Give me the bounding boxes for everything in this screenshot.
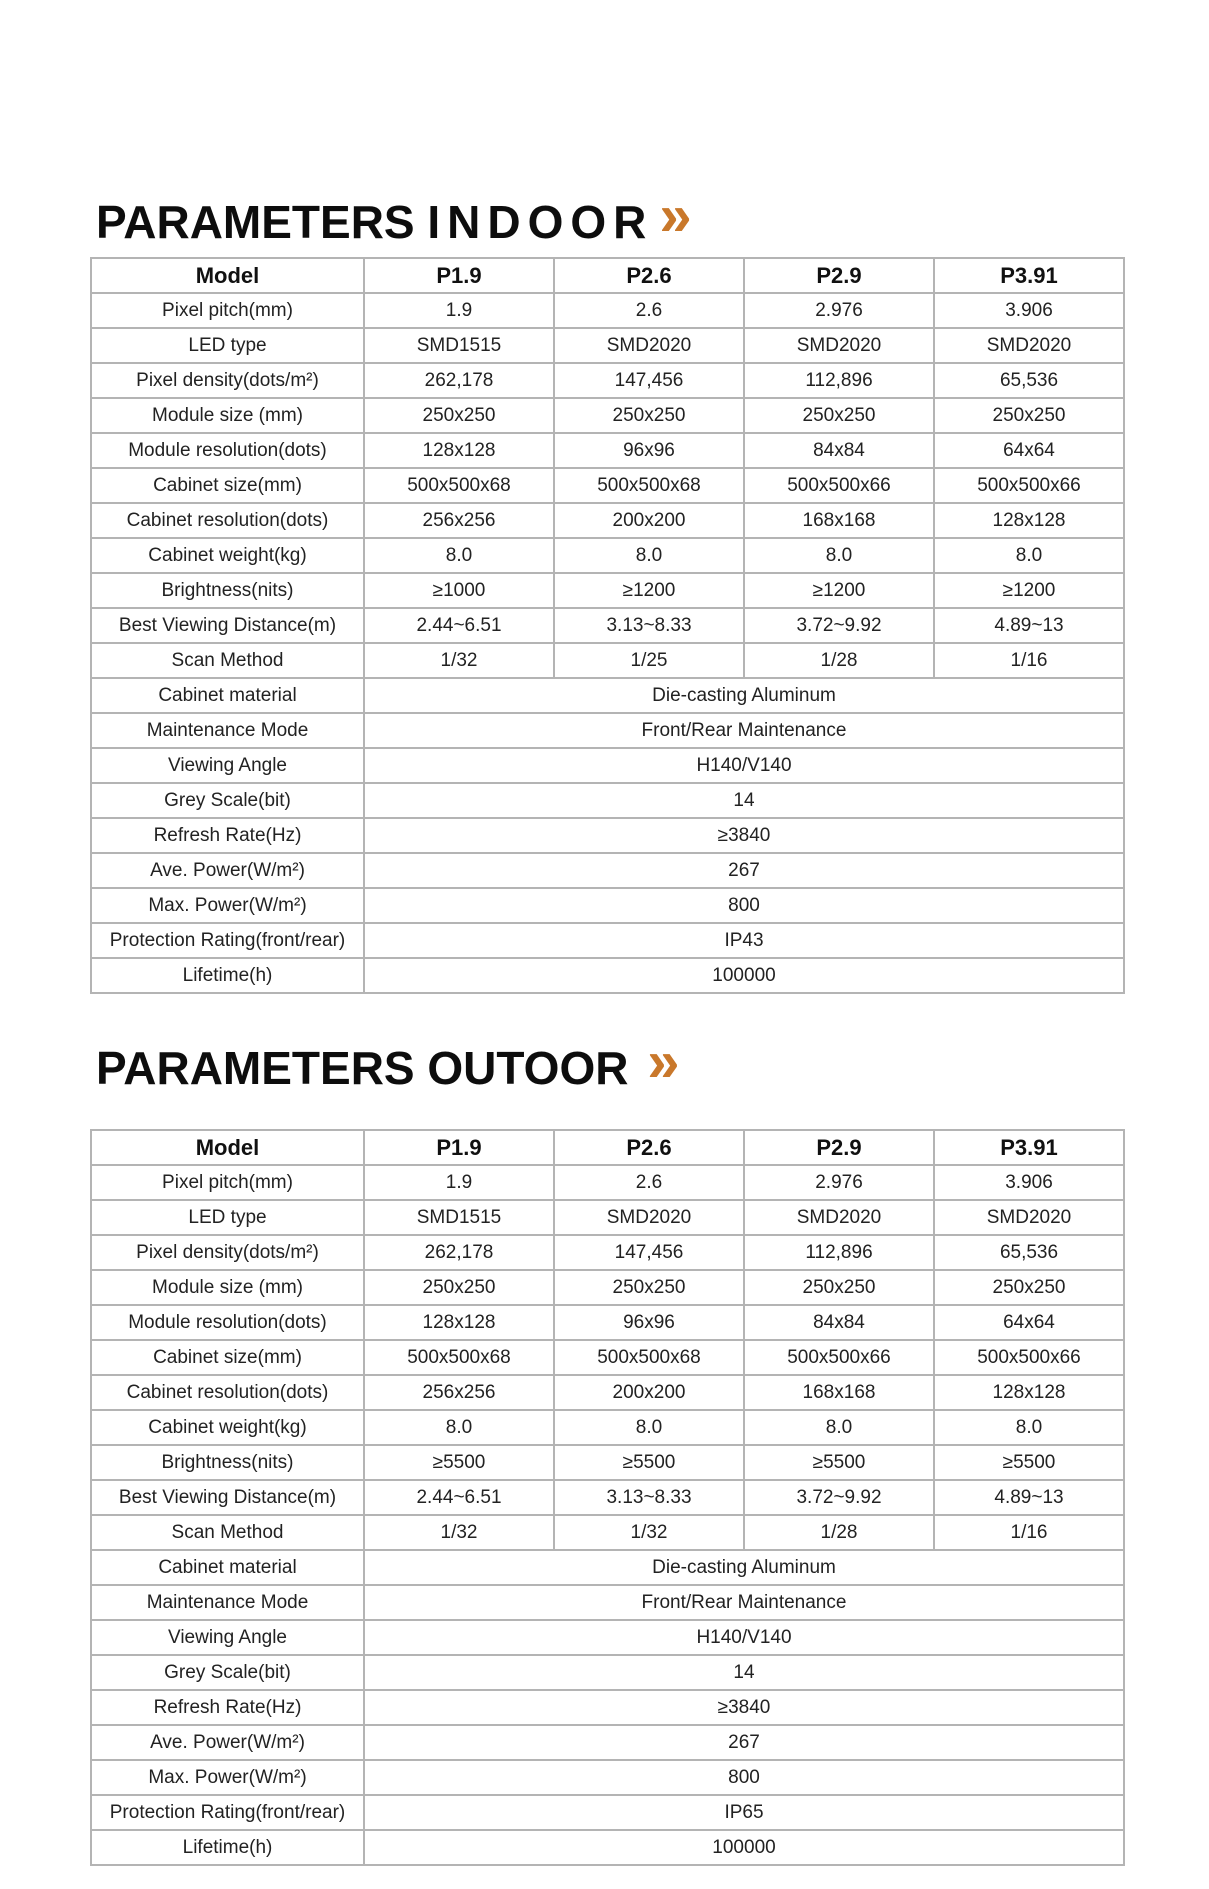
value-cell: SMD2020 [554,328,744,363]
value-cell: ≥1000 [364,573,554,608]
value-cell: 1.9 [364,1165,554,1200]
value-cell: 3.72~9.92 [744,608,934,643]
value-cell: 1/16 [934,1515,1124,1550]
table-row [91,328,1124,363]
value-cell: 262,178 [364,1235,554,1270]
shared-value-cell: 267 [364,853,1124,888]
value-cell: 96x96 [554,1305,744,1340]
value-cell: ≥5500 [744,1445,934,1480]
value-cell: SMD2020 [934,328,1124,363]
table-row [91,1690,1124,1725]
outdoor-parameters-table [90,1129,1125,1866]
table-row [91,1480,1124,1515]
value-cell: ≥5500 [934,1445,1124,1480]
indoor-title-word-2: INDOOR [427,196,654,248]
value-cell: 8.0 [934,538,1124,573]
value-cell: 8.0 [554,538,744,573]
indoor-section-title [96,183,686,248]
outdoor-title-word-1: PARAMETERS [96,1042,415,1094]
row-label: Grey Scale(bit) [91,783,364,818]
table-row [91,1340,1124,1375]
value-cell: 4.89~13 [934,608,1124,643]
value-cell: 64x64 [934,1305,1124,1340]
table-row [91,1585,1124,1620]
table-row [91,888,1124,923]
row-label: Protection Rating(front/rear) [91,1795,364,1830]
value-cell: SMD1515 [364,328,554,363]
outdoor-section-title [96,1029,674,1094]
table-row [91,1725,1124,1760]
header-cell-p2-9: P2.9 [744,258,934,293]
value-cell: 8.0 [364,1410,554,1445]
shared-value-cell: Die-casting Aluminum [364,1550,1124,1585]
value-cell: 250x250 [364,1270,554,1305]
value-cell: SMD2020 [554,1200,744,1235]
row-label: Viewing Angle [91,1620,364,1655]
value-cell: 64x64 [934,433,1124,468]
row-label: Pixel density(dots/m²) [91,363,364,398]
shared-value-cell: H140/V140 [364,748,1124,783]
double-chevron-icon: » [659,183,686,248]
row-label: Lifetime(h) [91,1830,364,1865]
value-cell: 4.89~13 [934,1480,1124,1515]
table-row [91,678,1124,713]
table-row [91,363,1124,398]
row-label: Cabinet weight(kg) [91,1410,364,1445]
value-cell: ≥5500 [364,1445,554,1480]
table-row [91,433,1124,468]
row-label: LED type [91,1200,364,1235]
table-row [91,573,1124,608]
table-header-row [91,1130,1124,1165]
table-row [91,1410,1124,1445]
table-row [91,783,1124,818]
row-label: Viewing Angle [91,748,364,783]
value-cell: 250x250 [364,398,554,433]
header-cell-model: Model [91,258,364,293]
row-label: Maintenance Mode [91,1585,364,1620]
value-cell: 147,456 [554,363,744,398]
shared-value-cell: 800 [364,888,1124,923]
row-label: Best Viewing Distance(m) [91,1480,364,1515]
row-label: Best Viewing Distance(m) [91,608,364,643]
value-cell: 2.44~6.51 [364,1480,554,1515]
value-cell: 168x168 [744,503,934,538]
table-row [91,748,1124,783]
table-row [91,713,1124,748]
value-cell: 1/32 [364,643,554,678]
value-cell: 2.44~6.51 [364,608,554,643]
value-cell: 112,896 [744,363,934,398]
value-cell: 262,178 [364,363,554,398]
row-label: Lifetime(h) [91,958,364,993]
shared-value-cell: 267 [364,1725,1124,1760]
value-cell: 500x500x66 [934,468,1124,503]
value-cell: 168x168 [744,1375,934,1410]
value-cell: ≥5500 [554,1445,744,1480]
double-chevron-icon: » [647,1029,674,1094]
row-label: Ave. Power(W/m²) [91,853,364,888]
value-cell: 500x500x68 [364,468,554,503]
table-row [91,1550,1124,1585]
shared-value-cell: 14 [364,1655,1124,1690]
table-row [91,1375,1124,1410]
value-cell: 200x200 [554,1375,744,1410]
value-cell: 84x84 [744,1305,934,1340]
row-label: LED type [91,328,364,363]
table-row [91,398,1124,433]
value-cell: 3.72~9.92 [744,1480,934,1515]
value-cell: 128x128 [934,503,1124,538]
table-row [91,608,1124,643]
table-row [91,1830,1124,1865]
value-cell: 200x200 [554,503,744,538]
table-row [91,1655,1124,1690]
table-row [91,818,1124,853]
value-cell: 8.0 [744,1410,934,1445]
table-row [91,1305,1124,1340]
value-cell: 1/16 [934,643,1124,678]
value-cell: 250x250 [554,398,744,433]
value-cell: 250x250 [554,1270,744,1305]
value-cell: 1.9 [364,293,554,328]
shared-value-cell: IP43 [364,923,1124,958]
row-label: Cabinet size(mm) [91,1340,364,1375]
value-cell: 3.13~8.33 [554,608,744,643]
value-cell: 65,536 [934,363,1124,398]
value-cell: 1/28 [744,1515,934,1550]
table-row [91,1795,1124,1830]
value-cell: 128x128 [934,1375,1124,1410]
value-cell: 8.0 [934,1410,1124,1445]
table-row [91,538,1124,573]
row-label: Module size (mm) [91,1270,364,1305]
row-label: Ave. Power(W/m²) [91,1725,364,1760]
table-row [91,1760,1124,1795]
shared-value-cell: 14 [364,783,1124,818]
table-row [91,503,1124,538]
header-cell-p2-6: P2.6 [554,1130,744,1165]
row-label: Pixel density(dots/m²) [91,1235,364,1270]
row-label: Module size (mm) [91,398,364,433]
row-label: Max. Power(W/m²) [91,1760,364,1795]
row-label: Pixel pitch(mm) [91,293,364,328]
shared-value-cell: Front/Rear Maintenance [364,713,1124,748]
table-row [91,293,1124,328]
shared-value-cell: 800 [364,1760,1124,1795]
header-cell-p2-6: P2.6 [554,258,744,293]
row-label: Cabinet resolution(dots) [91,503,364,538]
value-cell: ≥1200 [934,573,1124,608]
table-row [91,1165,1124,1200]
row-label: Maintenance Mode [91,713,364,748]
value-cell: 8.0 [744,538,934,573]
value-cell: 3.13~8.33 [554,1480,744,1515]
row-label: Cabinet material [91,678,364,713]
value-cell: 1/32 [364,1515,554,1550]
value-cell: 128x128 [364,433,554,468]
value-cell: SMD1515 [364,1200,554,1235]
table-row [91,958,1124,993]
value-cell: 1/32 [554,1515,744,1550]
shared-value-cell: Front/Rear Maintenance [364,1585,1124,1620]
row-label: Scan Method [91,1515,364,1550]
value-cell: 2.976 [744,1165,934,1200]
value-cell: 2.6 [554,1165,744,1200]
header-cell-p1-9: P1.9 [364,1130,554,1165]
header-cell-p3-91: P3.91 [934,1130,1124,1165]
shared-value-cell: IP65 [364,1795,1124,1830]
row-label: Scan Method [91,643,364,678]
value-cell: 112,896 [744,1235,934,1270]
header-cell-p2-9: P2.9 [744,1130,934,1165]
indoor-title-word-1: PARAMETERS [96,196,415,248]
header-cell-p1-9: P1.9 [364,258,554,293]
row-label: Cabinet weight(kg) [91,538,364,573]
value-cell: 84x84 [744,433,934,468]
shared-value-cell: 100000 [364,1830,1124,1865]
value-cell: 128x128 [364,1305,554,1340]
value-cell: SMD2020 [744,1200,934,1235]
shared-value-cell: 100000 [364,958,1124,993]
table-header-row [91,258,1124,293]
indoor-parameters-table [90,257,1125,994]
row-label: Brightness(nits) [91,1445,364,1480]
row-label: Module resolution(dots) [91,1305,364,1340]
value-cell: 65,536 [934,1235,1124,1270]
value-cell: 147,456 [554,1235,744,1270]
table-row [91,1445,1124,1480]
table-row [91,1235,1124,1270]
header-cell-model: Model [91,1130,364,1165]
value-cell: 250x250 [744,1270,934,1305]
value-cell: 2.6 [554,293,744,328]
header-cell-p3-91: P3.91 [934,258,1124,293]
value-cell: 1/25 [554,643,744,678]
table-row [91,853,1124,888]
table-row [91,643,1124,678]
value-cell: 500x500x68 [554,468,744,503]
row-label: Refresh Rate(Hz) [91,1690,364,1725]
value-cell: 250x250 [934,1270,1124,1305]
row-label: Max. Power(W/m²) [91,888,364,923]
table-row [91,1270,1124,1305]
value-cell: SMD2020 [934,1200,1124,1235]
value-cell: 250x250 [934,398,1124,433]
row-label: Cabinet material [91,1550,364,1585]
table-row [91,468,1124,503]
row-label: Pixel pitch(mm) [91,1165,364,1200]
row-label: Module resolution(dots) [91,433,364,468]
row-label: Grey Scale(bit) [91,1655,364,1690]
row-label: Cabinet size(mm) [91,468,364,503]
value-cell: 1/28 [744,643,934,678]
value-cell: 500x500x66 [744,1340,934,1375]
row-label: Brightness(nits) [91,573,364,608]
value-cell: 96x96 [554,433,744,468]
row-label: Protection Rating(front/rear) [91,923,364,958]
value-cell: 8.0 [364,538,554,573]
table-row [91,1200,1124,1235]
shared-value-cell: ≥3840 [364,1690,1124,1725]
row-label: Cabinet resolution(dots) [91,1375,364,1410]
value-cell: 8.0 [554,1410,744,1445]
shared-value-cell: H140/V140 [364,1620,1124,1655]
value-cell: 2.976 [744,293,934,328]
value-cell: 250x250 [744,398,934,433]
value-cell: 500x500x68 [554,1340,744,1375]
row-label: Refresh Rate(Hz) [91,818,364,853]
value-cell: SMD2020 [744,328,934,363]
value-cell: 256x256 [364,503,554,538]
value-cell: 500x500x66 [934,1340,1124,1375]
table-row [91,1515,1124,1550]
shared-value-cell: ≥3840 [364,818,1124,853]
value-cell: ≥1200 [744,573,934,608]
table-row [91,1620,1124,1655]
value-cell: 256x256 [364,1375,554,1410]
outdoor-title-word-2: OUTOOR [427,1042,629,1094]
shared-value-cell: Die-casting Aluminum [364,678,1124,713]
value-cell: 3.906 [934,293,1124,328]
value-cell: 500x500x68 [364,1340,554,1375]
value-cell: ≥1200 [554,573,744,608]
table-row [91,923,1124,958]
value-cell: 500x500x66 [744,468,934,503]
value-cell: 3.906 [934,1165,1124,1200]
